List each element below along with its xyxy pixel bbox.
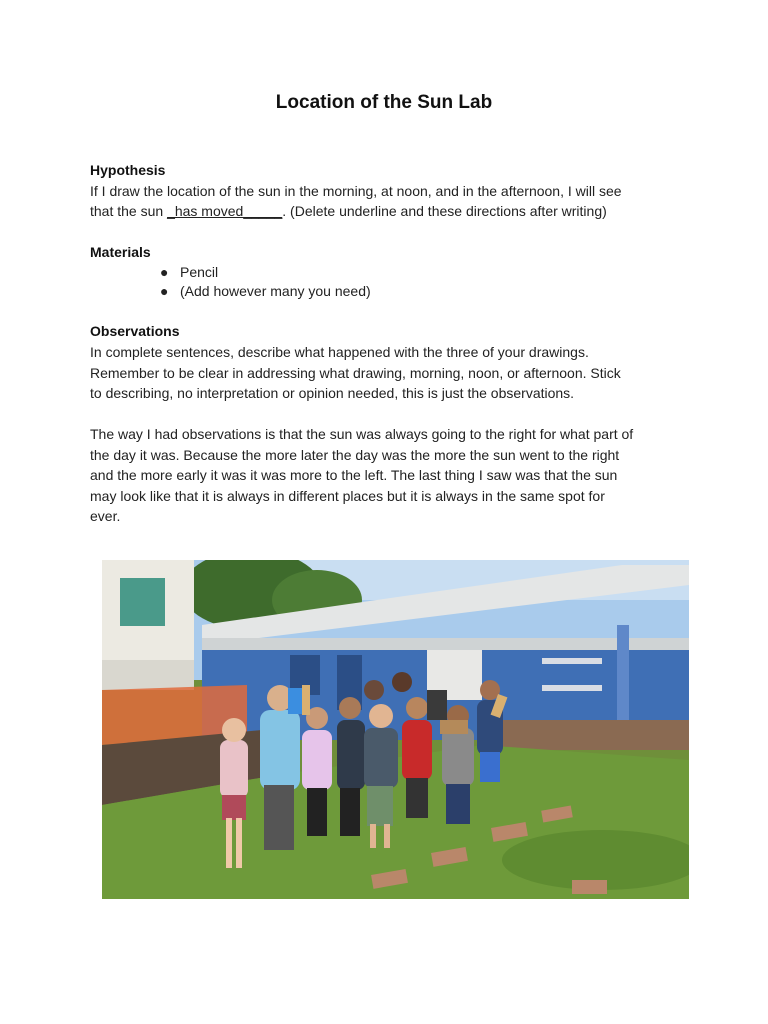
- hypothesis-line-2: [90, 201, 607, 221]
- observations-instruction-line: Remember to be clear in addressing what drawing, morning, noon, or afternoon. Stick: [90, 365, 621, 381]
- observations-answer-line: the day it was. Because the more later the day was the more the sun went to the right: [90, 447, 620, 463]
- observations-answer-line: may look like that it is always in different places but it is always in the same spot for: [90, 488, 605, 504]
- materials-item: [160, 264, 218, 280]
- hypothesis-blank: _has moved_____: [167, 203, 283, 219]
- materials-item-label: Pencil: [180, 264, 219, 280]
- materials-item: [160, 283, 371, 299]
- materials-item-label: (Add however many you need): [180, 283, 371, 299]
- page-title: Location of the Sun Lab: [275, 92, 493, 113]
- hypothesis-heading: Hypothesis: [90, 162, 166, 178]
- observations-answer-line: ever.: [90, 508, 121, 524]
- observations-instruction-line: to describing, no interpretation or opinion needed, this is just the observations.: [90, 385, 575, 401]
- bullet-icon: ●: [160, 283, 169, 299]
- hypothesis-line-1: If I draw the location of the sun in the morning, at noon, and in the afternoon, I will see: [90, 183, 622, 199]
- hypothesis-prefix: that the sun: [90, 203, 168, 219]
- observations-answer-line: The way I had observations is that the sun was always going to the right for what part of: [90, 426, 634, 442]
- observations-instruction-line: In complete sentences, describe what happened with the three of your drawings.: [90, 344, 589, 360]
- class-photo-illustration: [102, 560, 689, 899]
- bullet-icon: ●: [160, 264, 169, 280]
- observations-heading: Observations: [90, 323, 180, 339]
- observations-answer-line: and the more early it was it was more to the left. The last thing I saw was that the sun: [90, 467, 618, 483]
- class-photo: [102, 560, 689, 899]
- hypothesis-suffix: . (Delete underline and these directions after writing): [282, 203, 607, 219]
- materials-heading: Materials: [90, 244, 151, 260]
